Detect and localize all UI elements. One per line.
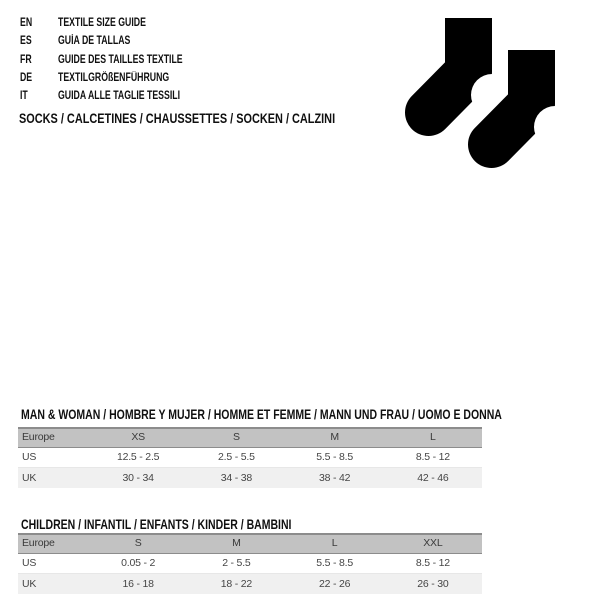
language-label: TEXTILE SIZE GUIDE — [58, 17, 146, 29]
size-cell: 30 - 34 — [122, 472, 154, 484]
row-label: UK — [22, 578, 37, 590]
table-row-us — [18, 554, 482, 574]
sock-right-icon — [460, 50, 560, 200]
size-table-man-woman — [18, 427, 482, 488]
column-header: M — [232, 537, 241, 549]
size-cell: 12.5 - 2.5 — [116, 451, 160, 463]
size-cell: 38 - 42 — [318, 472, 351, 484]
table-header-row — [18, 533, 482, 554]
table-title-children: CHILDREN / INFANTIL / ENFANTS / KINDER / BAMBINI — [21, 516, 292, 532]
table-header-row — [18, 427, 482, 448]
language-label: TEXTILGRÖßENFÜHRUNG — [58, 71, 170, 84]
row-label: US — [22, 557, 37, 569]
size-cell: 2 - 5.5 — [222, 557, 251, 569]
language-code: FR — [20, 53, 32, 66]
category-line: SOCKS / CALCETINES / CHAUSSETTES / SOCKEN / CALZINI — [19, 110, 336, 126]
column-header: L — [331, 537, 338, 549]
language-label: GUÍA DE TALLAS — [58, 35, 131, 48]
size-cell: 26 - 30 — [417, 578, 449, 590]
size-cell: 34 - 38 — [220, 472, 253, 484]
size-cell: 5.5 - 8.5 — [316, 451, 353, 463]
language-code: DE — [20, 71, 33, 84]
table-row-uk — [18, 574, 482, 594]
size-cell: 5.5 - 8.5 — [316, 557, 353, 569]
size-cell: 8.5 - 12 — [415, 557, 450, 569]
size-cell: 42 - 46 — [417, 472, 449, 484]
column-header: S — [232, 431, 240, 443]
size-cell: 8.5 - 12 — [415, 451, 450, 463]
size-cell: 16 - 18 — [122, 578, 154, 590]
language-row-es — [20, 32, 183, 50]
column-header: M — [330, 431, 339, 443]
size-cell: 22 - 26 — [318, 578, 351, 590]
table-title-man-woman: MAN & WOMAN / HOMBRE Y MUJER / HOMME ET FEMME / MANN UND FRAU / UOMO E DONNA — [21, 406, 502, 422]
language-row-it — [20, 87, 183, 105]
size-cell: 2.5 - 5.5 — [218, 451, 255, 463]
language-label: GUIDE DES TAILLES TEXTILE — [58, 53, 183, 66]
table-row-uk — [18, 468, 482, 488]
row-label: UK — [22, 472, 37, 484]
language-code: EN — [20, 17, 33, 29]
table-row-us — [18, 448, 482, 468]
size-cell: 18 - 22 — [220, 578, 253, 590]
column-header: XXL — [423, 537, 443, 549]
language-row-en — [20, 14, 183, 32]
column-header: Europe — [22, 537, 55, 549]
language-code: ES — [20, 35, 32, 48]
column-header: XS — [131, 431, 145, 443]
language-row-de — [20, 69, 183, 87]
column-header: Europe — [22, 431, 55, 443]
language-code: IT — [20, 90, 28, 103]
column-header: S — [134, 537, 142, 549]
language-label: GUIDA ALLE TAGLIE TESSILI — [58, 90, 181, 103]
size-table-children — [18, 533, 482, 594]
column-header: L — [430, 431, 436, 443]
language-guide-list — [20, 14, 234, 105]
language-row-fr — [20, 51, 183, 69]
size-cell: 0.05 - 2 — [121, 557, 156, 569]
row-label: US — [22, 451, 37, 463]
